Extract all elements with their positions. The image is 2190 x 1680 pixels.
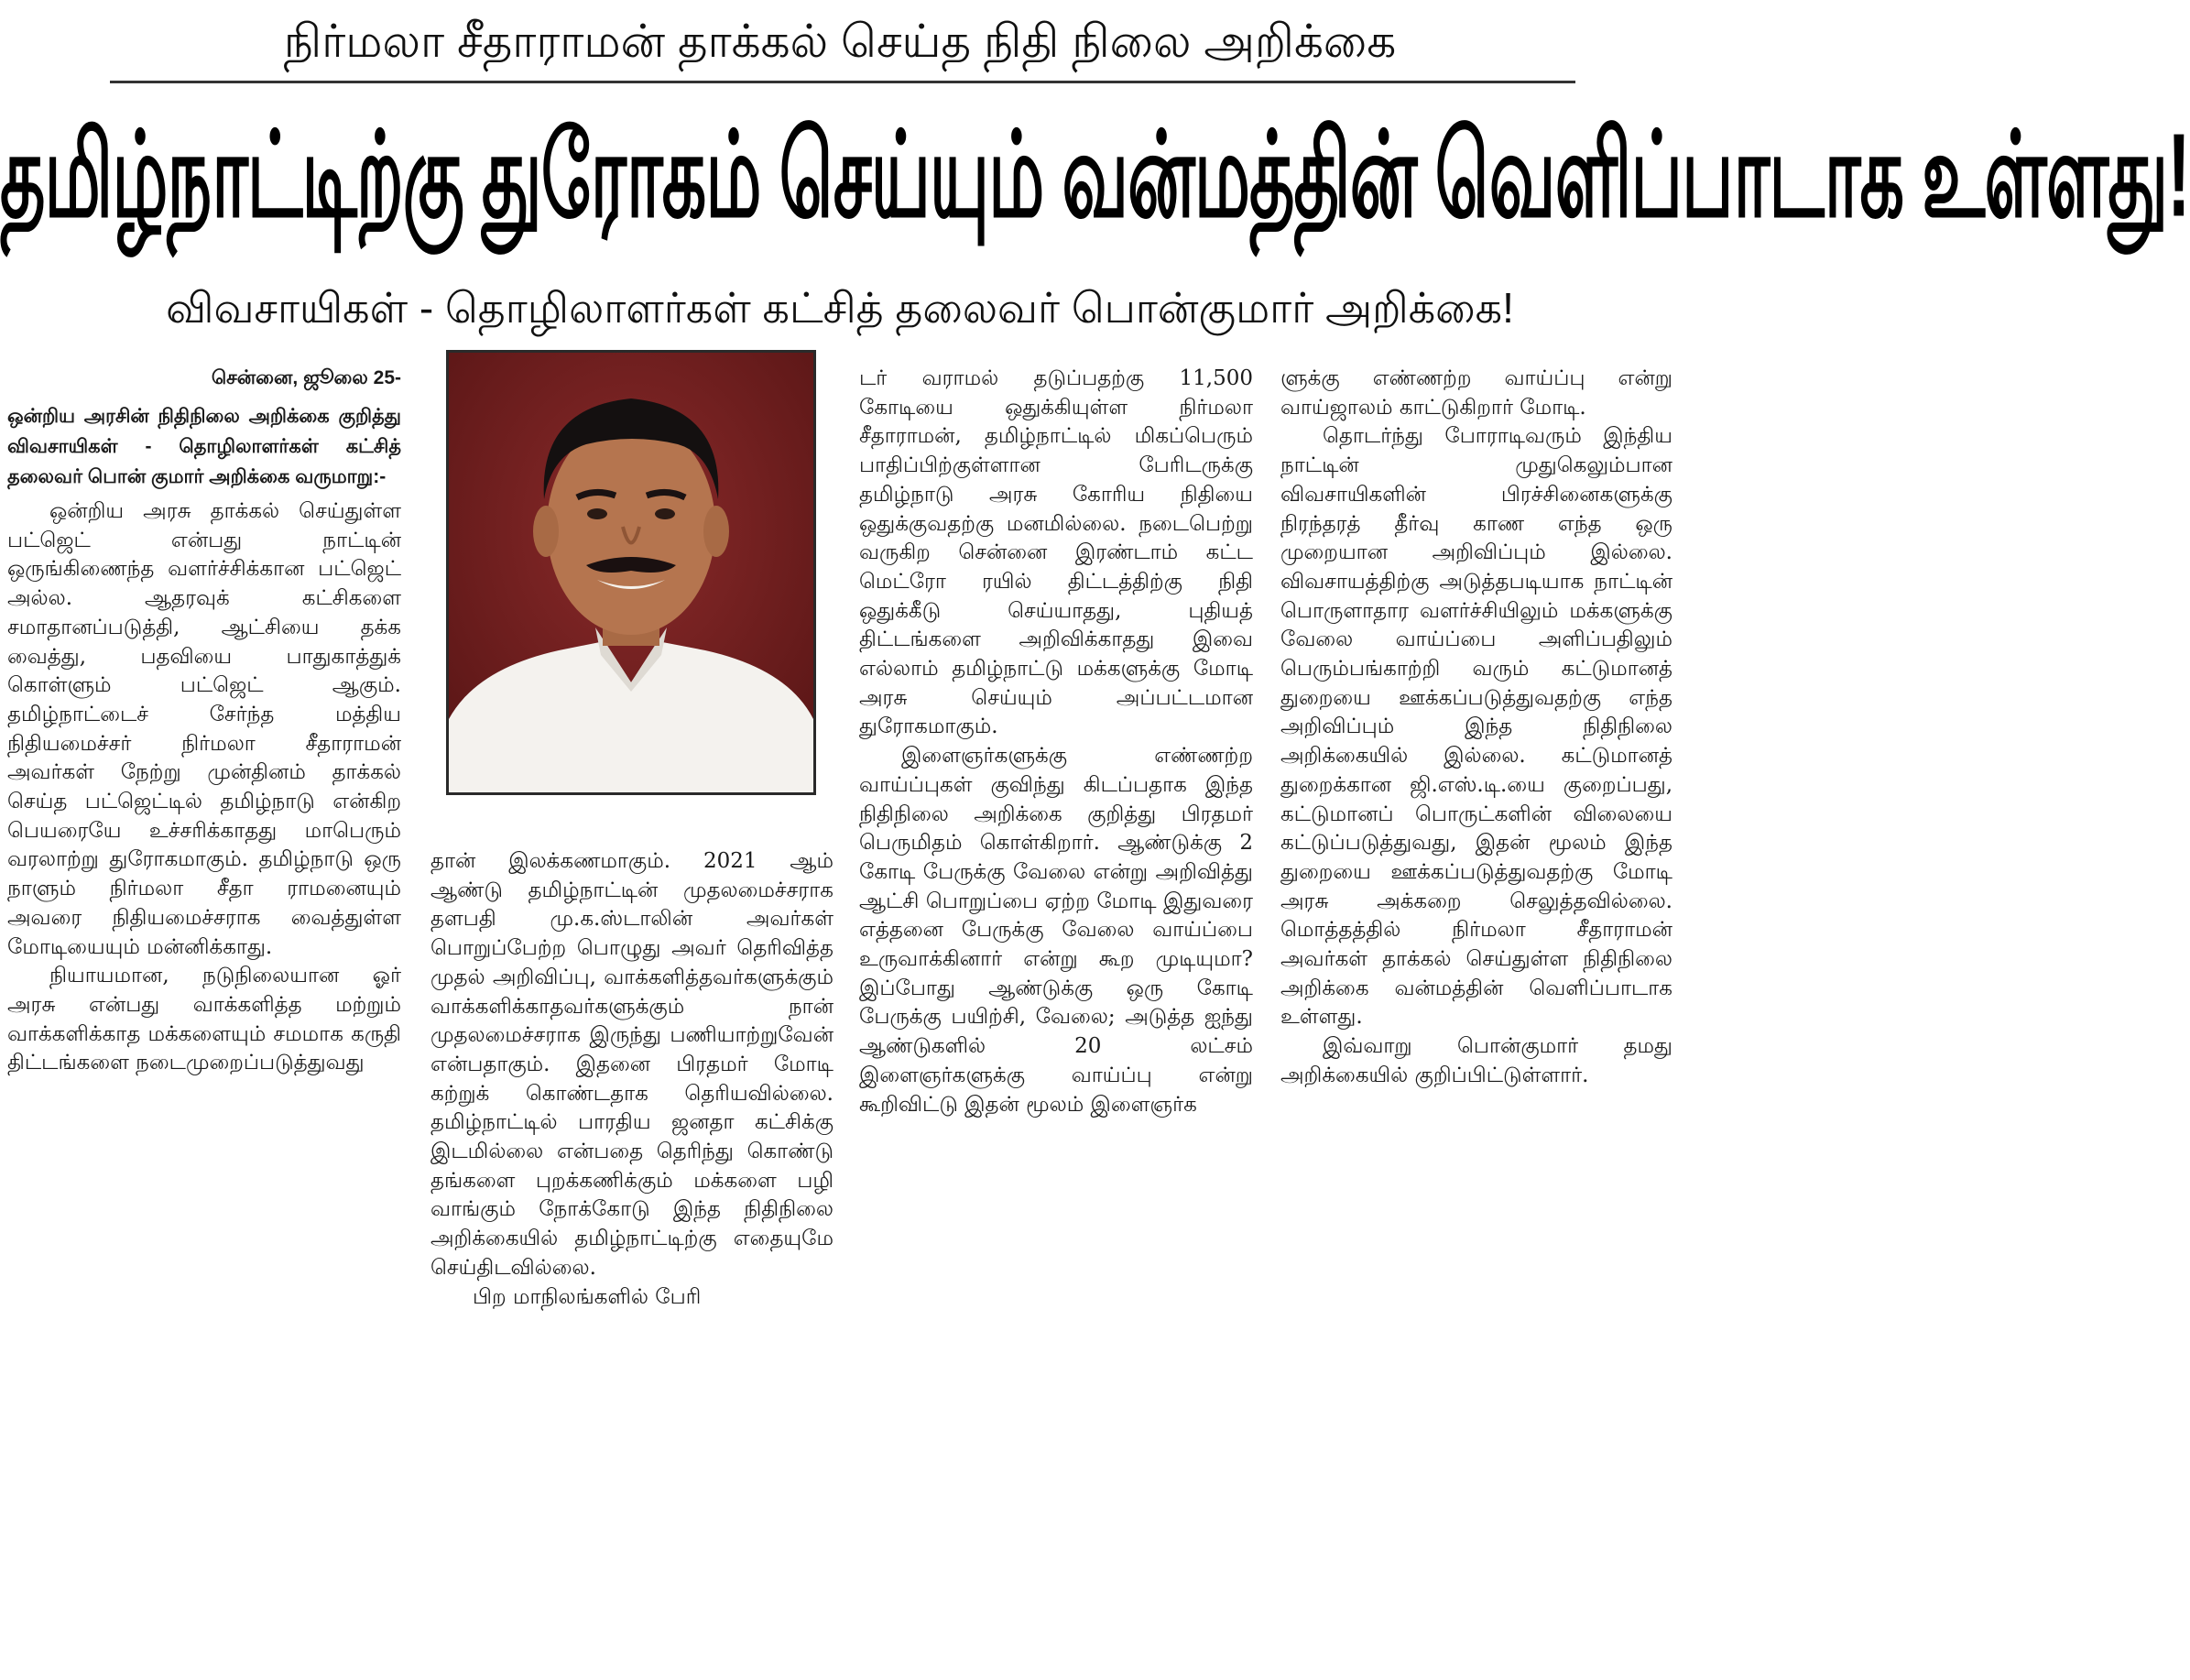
article-column-1 bbox=[7, 365, 401, 1680]
body-paragraph: நியாயமான, நடுநிலையான ஓர் அரசு என்பது வாக்களித்த மற்றும் வாக்களிக்காத மக்களையும் சமமாக கருதி திட்டங்களை நடைமுறைப்படுத்துவது bbox=[7, 964, 401, 1075]
portrait-illustration bbox=[449, 353, 813, 792]
kicker-headline: நிர்மலா சீதாராமன் தாக்கல் செய்த நிதி நிலை அறிக்கை bbox=[283, 16, 1397, 67]
dateline: சென்னை, ஜூலை 25- bbox=[211, 367, 401, 388]
body-paragraph: தான் இலக்கணமாகும். 2021 ஆம் ஆண்டு தமிழ்நாட்டின் முதலமைச்சராக தளபதி மு.க.ஸ்டாலின் அவர்கள் பொறுப்பேற்ற பொழுது அவர் தெரிவித்த முதல் அறிவிப்பு, வாக்களித்தவர்களுக்கும் வாக்களிக்காதவர்களுக்கும் நான் முதலமைச்சராக இருந்து பணியாற்றுவேன் என்பதாகும். இதனை பிரதமர் மோடி கற்றுக் கொண்டதாக தெரியவில்லை. தமிழ்நாட்டில் பாரதிய ஜனதா கட்சிக்கு இடமில்லை என்பதை தெரிந்து கொண்டு தங்களை புறக்கணிக்கும் மக்களை பழி வாங்கும் நோக்கோடு இந்த நிதிநிலை அறிக்கையில் தமிழ்நாட்டிற்கு எதையுமே செய்திடவில்லை. bbox=[430, 849, 834, 1280]
main-headline: தமிழ்நாட்டிற்கு துரோகம் செய்யும் வன்மத்தின் வெளிப்பாடாக உள்ளது! bbox=[0, 109, 2190, 243]
body-paragraph: பிற மாநிலங்களில் பேரி bbox=[473, 1284, 702, 1309]
body-paragraph: தொடர்ந்து போராடிவரும் இந்திய நாட்டின் முதுகெலும்பான விவசாயிகளின் பிரச்சினைகளுக்கு நிரந்தரத் தீர்வு காண எந்த ஒரு முறையான அறிவிப்பும் இல்லை. விவசாயத்திற்கு அடுத்தபடியாக நாட்டின் பொருளாதார வளர்ச்சியிலும் மக்களுக்கு வேலை வாய்ப்பை அளிப்பதிலும் பெரும்பங்காற்றி வரும் கட்டுமானத் துறையை ஊக்கப்படுத்துவதற்கு எந்த அறிவிப்பும் இந்த நிதிநிலை அறிக்கையில் இல்லை. கட்டுமானத் துறைக்கான ஜி.எஸ்.டி.யை குறைப்பது, கட்டுமானப் பொருட்களின் விலையை கட்டுப்படுத்துவது, இதன் மூலம் இந்த துறையை ஊக்கப்படுத்துவதற்கு மோடி அரசு அக்கறை செலுத்தவில்லை. மொத்தத்தில் நிர்மலா சீதாராமன் அவர்கள் தாக்கல் செய்துள்ள நிதிநிலை அறிக்கை வன்மத்தின் வெளிப்பாடாக உள்ளது. bbox=[1280, 424, 1672, 1030]
closing-paragraph: இவ்வாறு பொன்குமார் தமது அறிக்கையில் குறிப்பிட்டுள்ளார். bbox=[1280, 1034, 1672, 1087]
body-paragraph: இளைஞர்களுக்கு எண்ணற்ற வாய்ப்புகள் குவிந்து கிடப்பதாக இந்த நிதிநிலை அறிக்கை குறித்து பிரதமர் பெருமிதம் கொள்கிறார். ஆண்டுக்கு 2 கோடி பேருக்கு வேலை என்று அறிவித்து ஆட்சி பொறுப்பை ஏற்ற மோடி இதுவரை எத்தனை பேருக்கு வேலை வாய்ப்பை உருவாக்கினார் என்று கூற முடியுமா? இப்போது ஆண்டுக்கு ஒரு கோடி பேருக்கு பயிற்சி, வேலை; அடுத்த ஐந்து ஆண்டுகளில் 20 லட்சம் இளைஞர்களுக்கு வாய்ப்பு என்று கூறிவிட்டு இதன் மூலம் இளைஞர்க bbox=[859, 744, 1253, 1117]
article-column-4 bbox=[1280, 365, 1672, 1680]
sub-headline: விவசாயிகள் - தொழிலாளர்கள் கட்சித் தலைவர் பொன்குமார் அறிக்கை! bbox=[166, 284, 1514, 332]
article-column-3 bbox=[859, 365, 1253, 1680]
body-paragraph: டர் வராமல் தடுப்பதற்கு 11,500 கோடியை ஒதுக்கியுள்ள நிர்மலா சீதாராமன், தமிழ்நாட்டில் மிகப்பெரும் பாதிப்பிற்குள்ளான பேரிடருக்கு தமிழ்நாடு அரசு கோரிய நிதியை ஒதுக்குவதற்கு மனமில்லை. நடைபெற்று வருகிற சென்னை இரண்டாம் கட்ட மெட்ரோ ரயில் திட்டத்திற்கு நிதி ஒதுக்கீடு செய்யாதது, புதியத் திட்டங்களை அறிவிக்காதது இவை எல்லாம் தமிழ்நாட்டு மக்களுக்கு மோடி அரசு செய்யும் அப்பட்டமான துரோகமாகும். bbox=[859, 366, 1253, 739]
body-paragraph: ளுக்கு எண்ணற்ற வாய்ப்பு என்று வாய்ஜாலம் காட்டுகிறார் மோடி. bbox=[1280, 366, 1672, 420]
article-column-2 bbox=[430, 847, 834, 1680]
portrait-photo bbox=[446, 350, 816, 795]
lead-paragraph: ஒன்றிய அரசின் நிதிநிலை அறிக்கை குறித்து விவசாயிகள் - தொழிலாளர்கள் கட்சித் தலைவர் பொன் குமார் அறிக்கை வருமாறு:- bbox=[7, 406, 401, 487]
body-paragraph: ஒன்றிய அரசு தாக்கல் செய்துள்ள பட்ஜெட் என்பது நாட்டின் ஒருங்கிணைந்த வளர்ச்சிக்கான பட்ஜெட் அல்ல. ஆதரவுக் கட்சிகளை சமாதானப்படுத்தி, ஆட்சியை தக்க வைத்து, பதவியை பாதுகாத்துக் கொள்ளும் பட்ஜெட் ஆகும். தமிழ்நாட்டைச் சேர்ந்த மத்திய நிதியமைச்சர் நிர்மலா சீதாராமன் அவர்கள் நேற்று முன்தினம் தாக்கல் செய்த பட்ஜெட்டில் தமிழ்நாடு என்கிற பெயரையே உச்சரிக்காதது மாபெரும் வரலாற்று துரோகமாகும். தமிழ்நாடு ஒரு நாளும் நிர்மலா சீதா ராமனையும் அவரை நிதியமைச்சராக வைத்துள்ள மோடியையும் மன்னிக்காது. bbox=[7, 499, 401, 959]
